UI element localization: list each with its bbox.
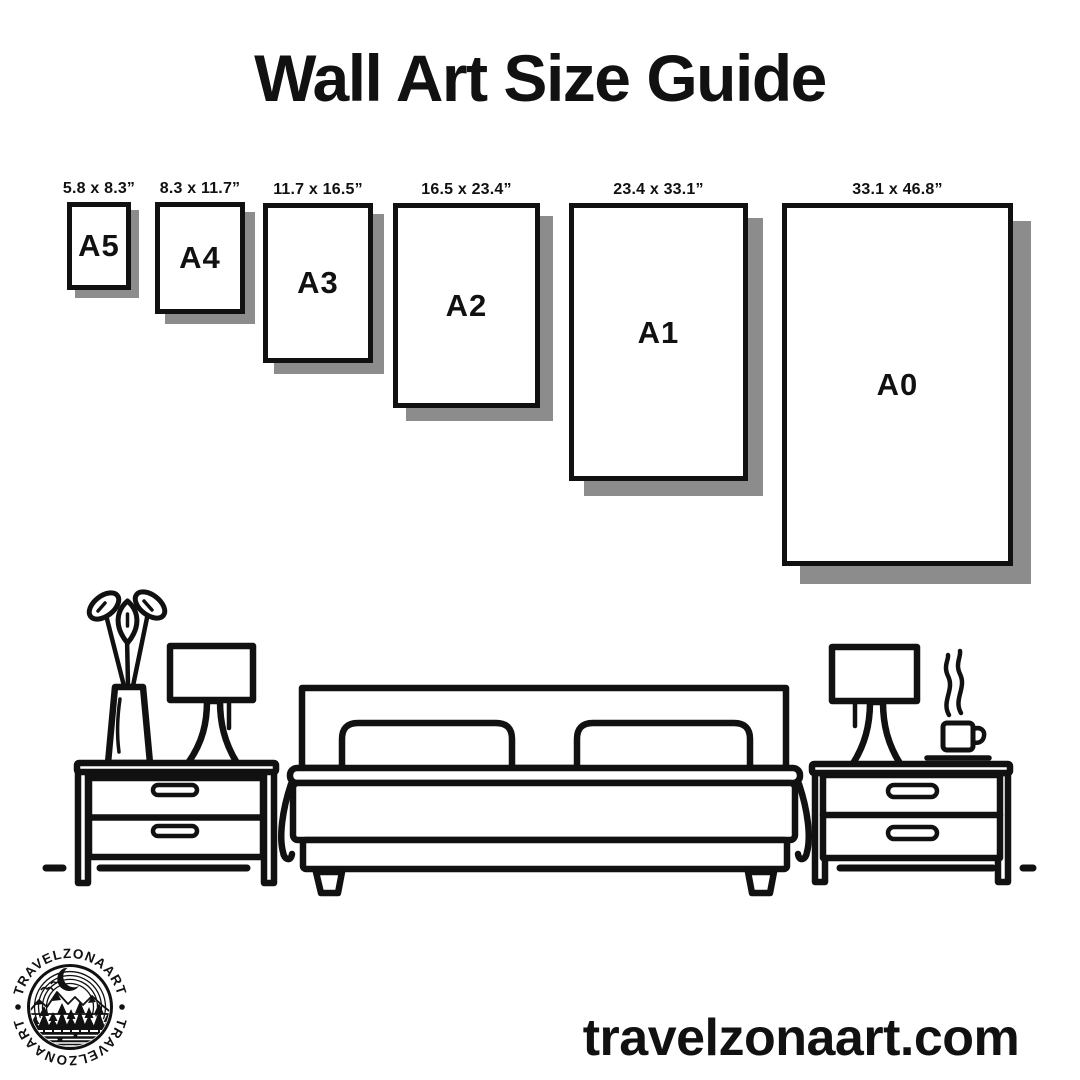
bed-leg [748, 872, 774, 893]
bed-base [303, 840, 787, 869]
brand-name-bottom: TRAVELZONAART [10, 1016, 130, 1069]
frame-size-name: A5 [78, 228, 120, 263]
brand-name-top: TRAVELZONAART [10, 945, 130, 998]
table-lamp-right-icon [832, 647, 917, 765]
size-frame-a4 [155, 180, 245, 314]
nightstand-right-top [812, 764, 1010, 773]
frame-dimensions-label: 11.7 x 16.5” [273, 181, 363, 198]
frame-size-name: A4 [179, 240, 221, 275]
page-title: Wall Art Size Guide [254, 41, 826, 115]
frame-dimensions-label: 33.1 x 46.8” [852, 181, 943, 198]
frame-dimensions-label: 5.8 x 8.3” [62, 180, 136, 197]
pillow-icon [577, 723, 750, 772]
frame-dimensions-label: 16.5 x 23.4” [421, 181, 512, 198]
size-frame-a3 [263, 181, 373, 363]
double-bed-icon [281, 688, 808, 893]
potted-plant-icon [84, 587, 169, 763]
nightstand-left-top [77, 763, 276, 772]
size-frame-a1 [569, 181, 748, 481]
table-lamp-left-icon [170, 646, 253, 763]
bedroom-illustration [40, 585, 1040, 900]
frame-size-name: A2 [445, 287, 488, 323]
steam-icon [958, 651, 962, 713]
size-frame-a5 [62, 180, 136, 290]
separator-dot [119, 1004, 125, 1010]
frame-size-name: A1 [637, 315, 680, 350]
brand-logo-badge [5, 942, 135, 1072]
size-frame-a0 [782, 181, 1013, 566]
duvet [293, 783, 795, 840]
size-frame-a2 [393, 181, 540, 408]
bed-leg [316, 872, 342, 893]
frame-size-name: A0 [876, 366, 919, 402]
separator-dot [15, 1004, 21, 1010]
frame-size-name: A3 [297, 265, 339, 300]
blanket-drape [798, 784, 809, 859]
bird-icon [41, 988, 53, 990]
pillow-icon [342, 723, 512, 772]
steam-icon [946, 655, 950, 715]
coffee-cup-icon [927, 651, 989, 758]
frame-dimensions-label: 8.3 x 11.7” [159, 180, 241, 197]
website-url: travelzonaart.com [582, 1009, 1020, 1067]
frame-dimensions-label: 23.4 x 33.1” [613, 181, 704, 198]
